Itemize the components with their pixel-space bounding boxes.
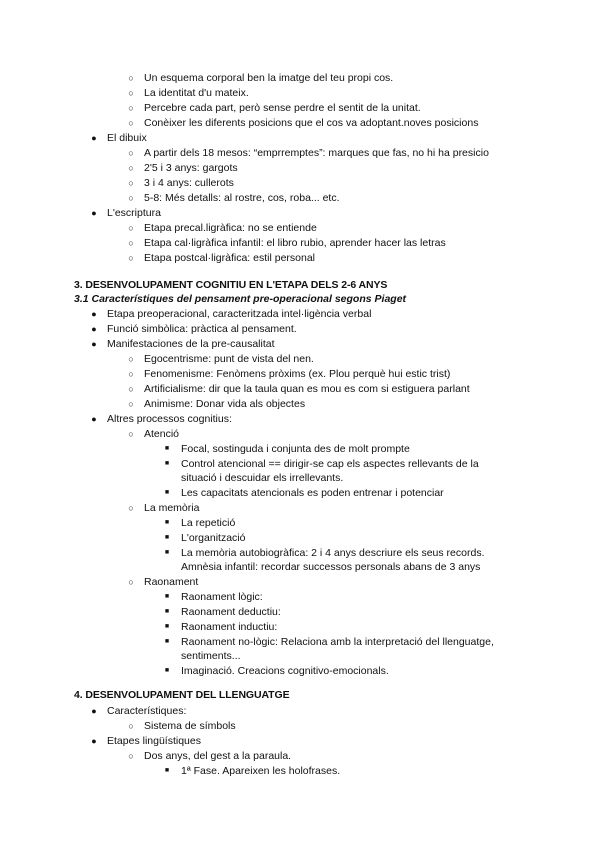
circle-bullet-icon: ○: [128, 503, 134, 513]
list-item: 2'5 i 3 anys: gargots: [144, 162, 238, 174]
bullet-icon: ●: [91, 208, 97, 218]
bullet-icon: ●: [91, 736, 97, 746]
list-item: Animisme: Donar vida als objectes: [144, 398, 306, 410]
list-item: Imaginació. Creacions cognitivo-emocionals.: [181, 665, 389, 677]
list-item: Raonament no-lògic: Relaciona amb la interpretació del llenguatge,: [181, 636, 494, 648]
list-item: Raonament inductiu:: [181, 621, 278, 633]
list-item: Etapes lingüístiques: [107, 735, 201, 747]
bullet-icon: ●: [91, 339, 97, 349]
list-item: Etapa preoperacional, caracteritzada intel·ligència verbal: [107, 308, 372, 320]
list-item: Manifestaciones de la pre-causalitat: [107, 338, 275, 350]
list-item: Artificialisme: dir que la taula quan es mou es com si estiguera parlant: [144, 383, 470, 395]
section-heading: 4. DESENVOLUPAMENT DEL LLENGUATGE: [74, 689, 290, 701]
list-item: Sistema de símbols: [144, 720, 236, 732]
section-heading: 3. DESENVOLUPAMENT COGNITIU EN L'ETAPA DELS 2-6 ANYS: [74, 279, 388, 291]
circle-bullet-icon: ○: [128, 223, 134, 233]
square-bullet-icon: ■: [164, 549, 170, 556]
list-item: Etapa precal.ligràfica: no se entiende: [144, 222, 317, 234]
square-bullet-icon: ■: [164, 534, 170, 541]
circle-bullet-icon: ○: [128, 429, 134, 439]
list-item-continuation: sentiments...: [181, 650, 241, 662]
list-item-continuation: Amnèsia infantil: recordar successos personals abans de 3 anys: [181, 561, 481, 573]
list-item: Un esquema corporal ben la imatge del teu propi cos.: [144, 72, 394, 84]
circle-bullet-icon: ○: [128, 148, 134, 158]
list-item: La memòria: [144, 502, 200, 514]
list-item: Atenció: [144, 428, 180, 440]
circle-bullet-icon: ○: [128, 721, 134, 731]
bullet-icon: ●: [91, 133, 97, 143]
subsection-heading: 3.1 Característiques del pensament pre-operacional segons Piaget: [74, 293, 407, 305]
square-bullet-icon: ■: [164, 608, 170, 615]
list-item: Etapa postcal·ligràfica: estil personal: [144, 252, 316, 264]
circle-bullet-icon: ○: [128, 118, 134, 128]
circle-bullet-icon: ○: [128, 369, 134, 379]
circle-bullet-icon: ○: [128, 399, 134, 409]
list-item: La repetició: [181, 517, 236, 529]
list-item: Control atencional == dirigir-se cap els aspectes rellevants de la: [181, 458, 479, 470]
square-bullet-icon: ■: [164, 519, 170, 526]
square-bullet-icon: ■: [164, 593, 170, 600]
circle-bullet-icon: ○: [128, 88, 134, 98]
circle-bullet-icon: ○: [128, 577, 134, 587]
list-item: Egocentrisme: punt de vista del nen.: [144, 353, 314, 365]
bullet-icon: ●: [91, 309, 97, 319]
list-item: A partir dels 18 mesos: “emprremptes”: marques que fas, no hi ha presicio: [144, 147, 489, 159]
square-bullet-icon: ■: [164, 489, 170, 496]
list-item: Focal, sostinguda i conjunta des de molt prompte: [181, 443, 410, 455]
list-item: Fenomenisme: Fenòmens pròxims (ex. Plou perquè hui estic trist): [144, 368, 451, 380]
list-item: Funció simbòlica: pràctica al pensament.: [107, 323, 297, 335]
square-bullet-icon: ■: [164, 638, 170, 645]
list-item: Raonament lògic:: [181, 591, 263, 603]
list-item: El dibuix: [107, 132, 147, 144]
bullet-icon: ●: [91, 414, 97, 424]
list-item: Característiques:: [107, 705, 187, 717]
square-bullet-icon: ■: [164, 667, 170, 674]
circle-bullet-icon: ○: [128, 178, 134, 188]
list-item-continuation: situació i descuidar els irrellevants.: [181, 472, 344, 484]
list-item: 1ª Fase. Apareixen les holofrases.: [181, 765, 341, 777]
list-item: Etapa cal·ligràfica infantil: el libro rubio, aprender hacer las letras: [144, 237, 446, 249]
circle-bullet-icon: ○: [128, 384, 134, 394]
list-item: L'organització: [181, 532, 246, 544]
circle-bullet-icon: ○: [128, 73, 134, 83]
list-item: Les capacitats atencionals es poden entrenar i potenciar: [181, 487, 444, 499]
bullet-icon: ●: [91, 324, 97, 334]
circle-bullet-icon: ○: [128, 193, 134, 203]
circle-bullet-icon: ○: [128, 354, 134, 364]
list-item: 3 i 4 anys: cullerots: [144, 177, 234, 189]
circle-bullet-icon: ○: [128, 103, 134, 113]
square-bullet-icon: ■: [164, 445, 170, 452]
square-bullet-icon: ■: [164, 460, 170, 467]
list-item: Dos anys, del gest a la paraula.: [144, 750, 292, 762]
list-item: Raonament deductiu:: [181, 606, 281, 618]
list-item: Altres processos cognitius:: [107, 413, 232, 425]
list-item: Raonament: [144, 576, 199, 588]
circle-bullet-icon: ○: [128, 238, 134, 248]
list-item: La identitat d'u mateix.: [144, 87, 249, 99]
square-bullet-icon: ■: [164, 623, 170, 630]
list-item: 5-8: Més detalls: al rostre, cos, roba... etc.: [144, 192, 340, 204]
square-bullet-icon: ■: [164, 767, 170, 774]
list-item: Percebre cada part, però sense perdre el sentit de la unitat.: [144, 102, 421, 114]
list-item: L'escriptura: [107, 207, 161, 219]
list-item: Conèixer les diferents posicions que el cos va adoptant.noves posicions: [144, 117, 479, 129]
circle-bullet-icon: ○: [128, 751, 134, 761]
list-item: La memòria autobiogràfica: 2 i 4 anys descriure els seus records.: [181, 547, 485, 559]
circle-bullet-icon: ○: [128, 253, 134, 263]
bullet-icon: ●: [91, 706, 97, 716]
circle-bullet-icon: ○: [128, 163, 134, 173]
